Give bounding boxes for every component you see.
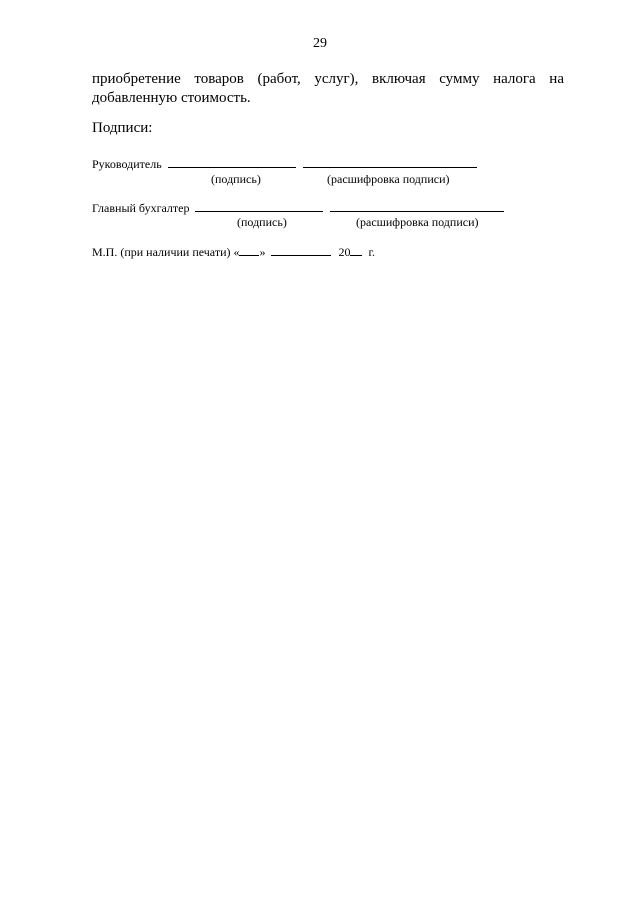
chief-accountant-signature-caption: (подпись) — [237, 215, 287, 229]
stamp-label: М.П. (при наличии печати) « — [92, 245, 240, 259]
month-line — [271, 244, 331, 256]
body-line-1: приобретение товаров (работ, услуг), включая сумму налога на — [92, 71, 564, 87]
body-line-2: добавленную стоимость. — [92, 90, 251, 106]
stamp-date-row — [92, 244, 375, 260]
year-line — [350, 244, 362, 256]
signatures-heading: Подписи: — [92, 120, 153, 136]
chief-accountant-decoding-line — [330, 200, 504, 212]
chief-accountant-decoding-caption: (расшифровка подписи) — [356, 215, 479, 229]
director-decoding-line — [303, 156, 477, 168]
day-line — [239, 244, 259, 256]
director-signature-line — [168, 156, 296, 168]
chief-accountant-label: Главный бухгалтер — [92, 201, 190, 215]
chief-accountant-signature-line — [195, 200, 323, 212]
year-suffix: г. — [368, 245, 376, 259]
quote-close: » — [259, 245, 266, 259]
director-label: Руководитель — [92, 157, 162, 171]
year-prefix: 20 — [338, 245, 351, 259]
director-signature-row — [92, 156, 477, 172]
body-paragraph — [92, 70, 564, 108]
page-number: 29 — [313, 36, 327, 51]
chief-accountant-signature-row — [92, 200, 504, 216]
director-signature-caption: (подпись) — [211, 172, 261, 186]
director-decoding-caption: (расшифровка подписи) — [327, 172, 450, 186]
